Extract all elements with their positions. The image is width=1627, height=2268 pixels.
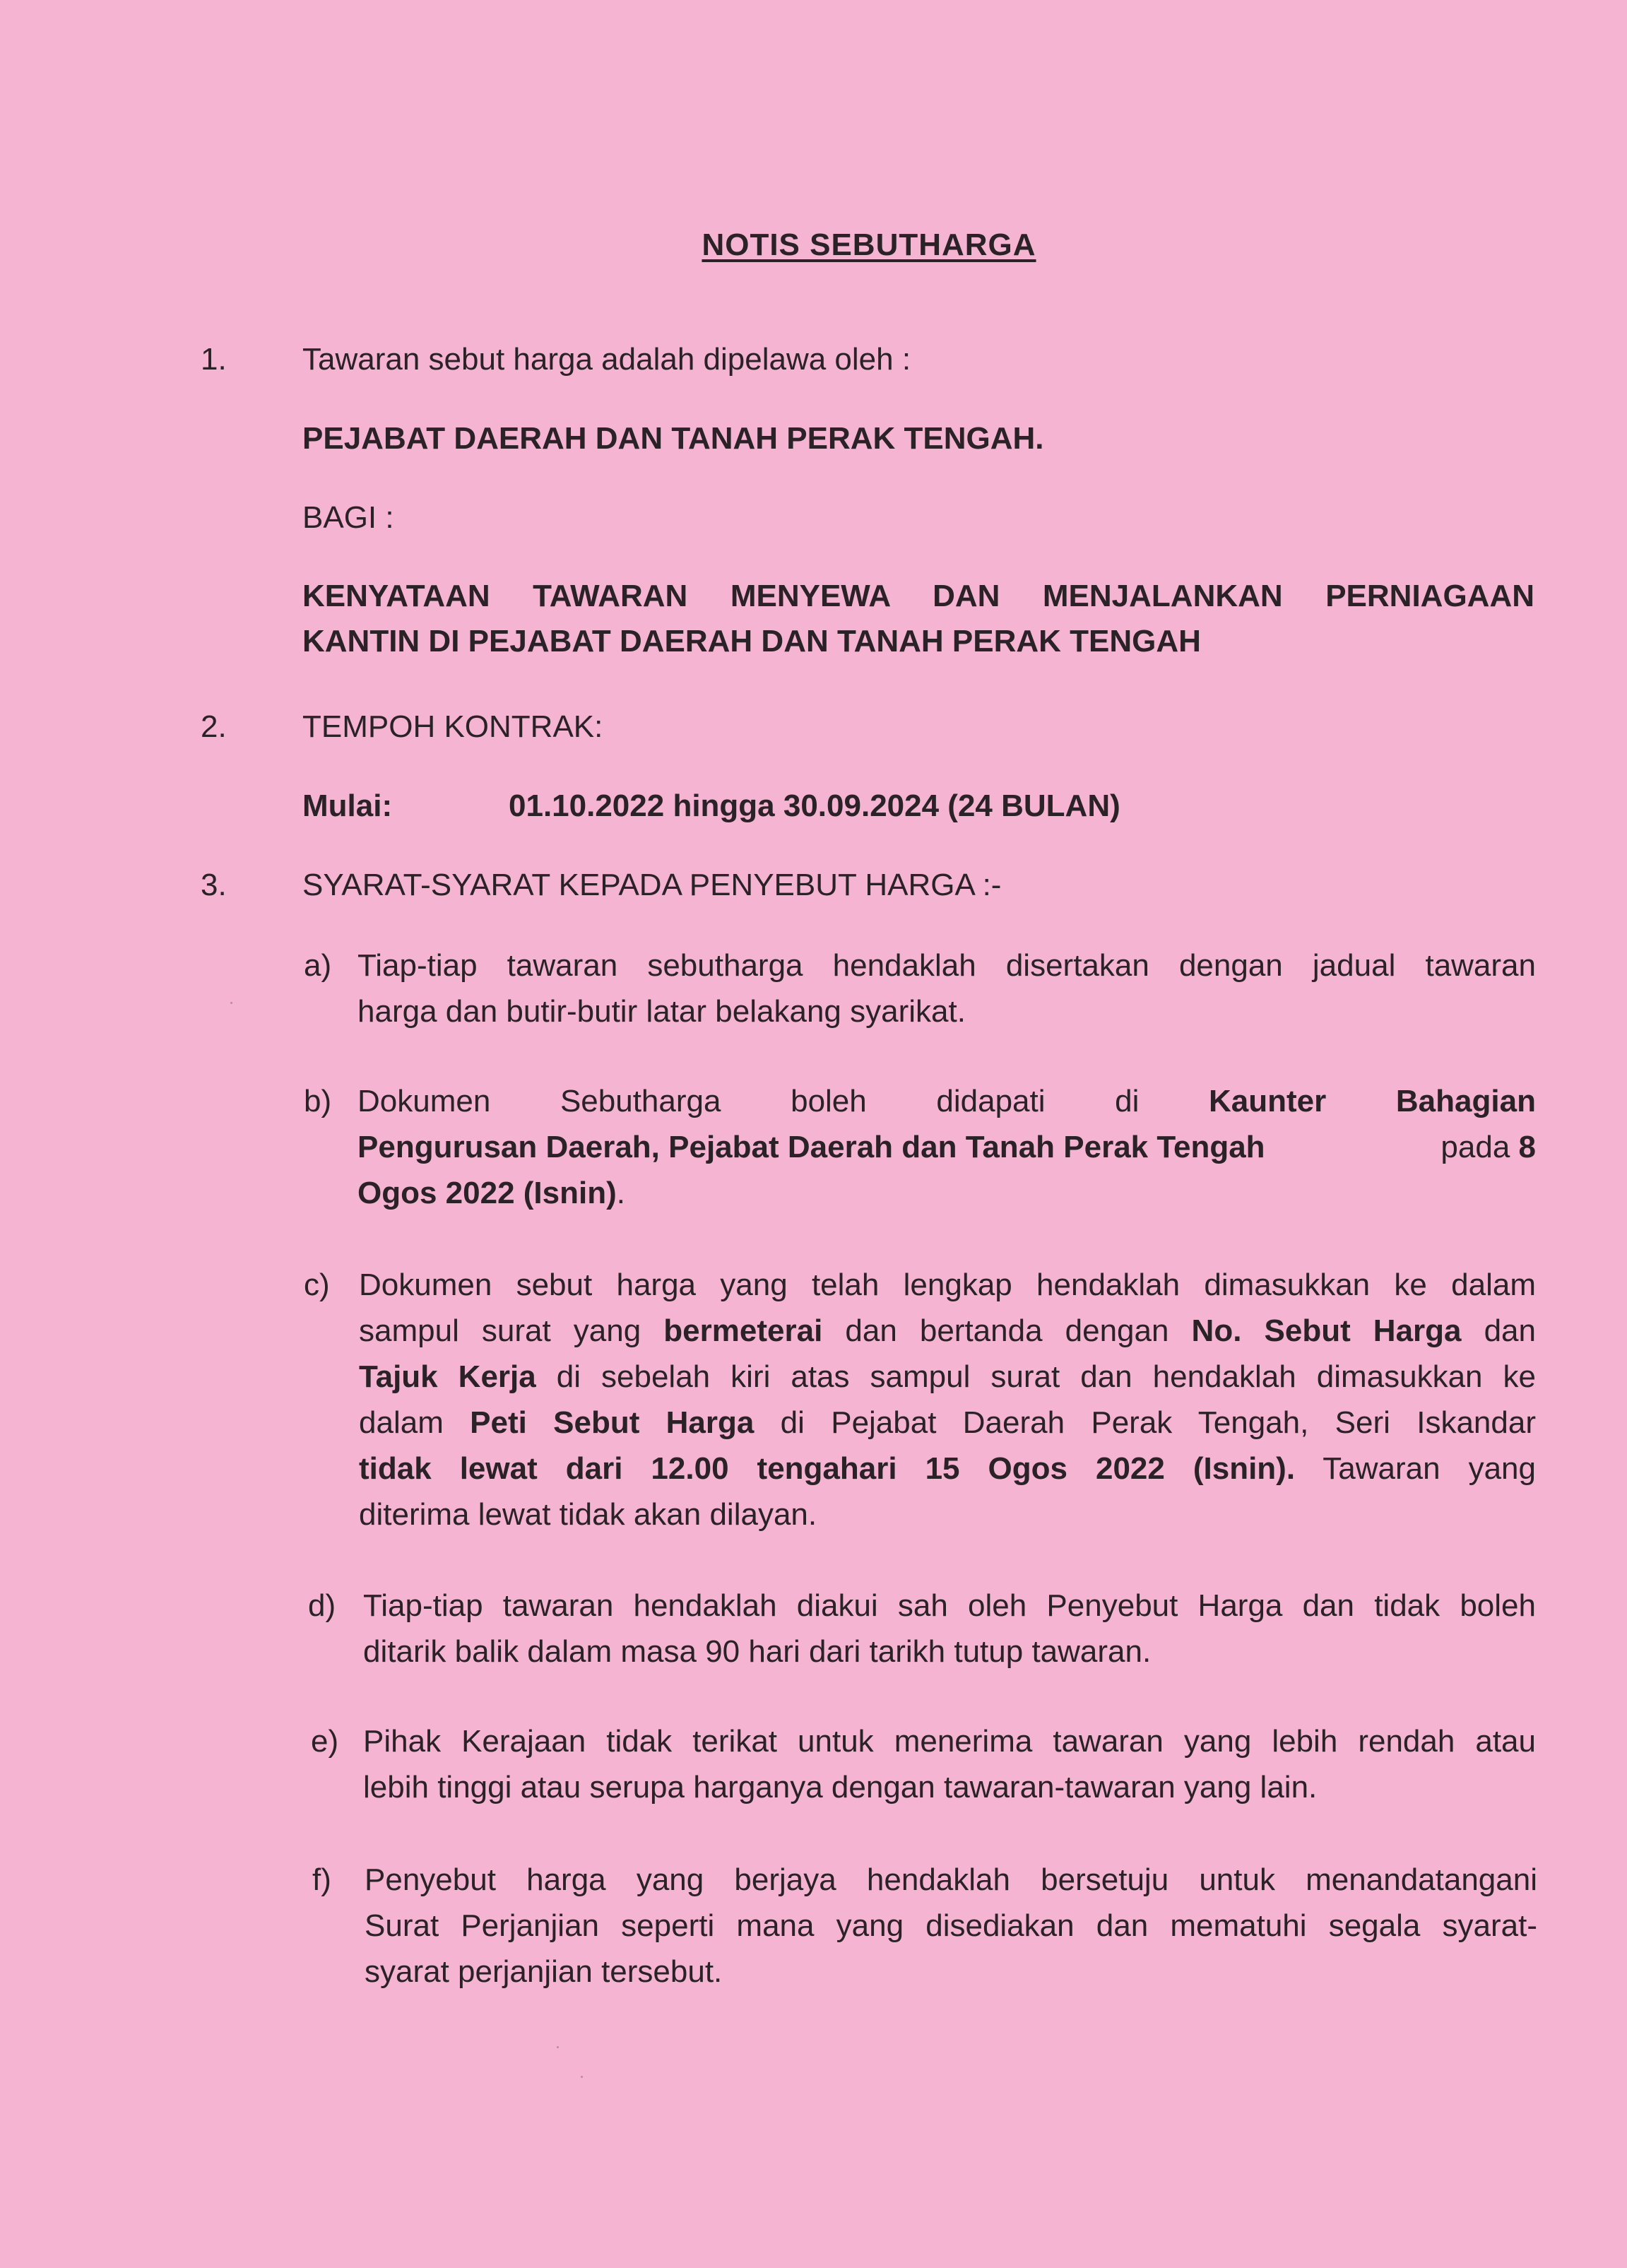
- page-title: NOTIS SEBUTHARGA: [702, 228, 1036, 262]
- condition-d-line-2: ditarik balik dalam masa 90 hari dari tarikh tutup tawaran.: [363, 1634, 1152, 1669]
- condition-f-letter: f): [312, 1862, 331, 1897]
- condition-c-text: dalam: [359, 1405, 471, 1440]
- tender-subject-line-1: KENYATAAN TAWARAN MENYEWA DAN MENJALANKAN PERNIAGAAN: [302, 579, 1534, 613]
- condition-f-line-2: Surat Perjanjian seperti mana yang disediakan dan mematuhi segala syarat-: [365, 1908, 1537, 1943]
- condition-b-letter: b): [304, 1084, 332, 1118]
- condition-b-line-1: [357, 1078, 1536, 1124]
- condition-b-word: boleh: [791, 1084, 867, 1118]
- condition-d-line-1: Tiap-tiap tawaran hendaklah diakui sah oleh Penyebut Harga dan tidak boleh: [363, 1588, 1536, 1623]
- condition-b-word: Bahagian: [1395, 1084, 1536, 1118]
- tender-subject: [302, 574, 1534, 664]
- condition-c-text: sampul surat yang: [359, 1313, 664, 1348]
- condition-b-line-3: [357, 1170, 1536, 1216]
- condition-d-letter: d): [308, 1588, 336, 1623]
- condition-b-word: Dokumen: [357, 1084, 491, 1118]
- condition-c-line-6: diterima lewat tidak akan dilayan.: [359, 1497, 817, 1532]
- condition-a-line-2: harga dan butir-butir latar belakang syarikat.: [357, 994, 966, 1029]
- start-label: Mulai:: [302, 789, 393, 823]
- condition-c-text: dan bertanda dengan: [822, 1313, 1192, 1348]
- submission-deadline: tidak lewat dari 12.00 tengahari 15 Ogos 2022 (Isnin).: [359, 1451, 1296, 1486]
- conditions-heading: SYARAT-SYARAT KEPADA PENYEBUT HARGA :-: [302, 868, 1002, 902]
- condition-c-text: Tawaran yang: [1295, 1451, 1536, 1486]
- condition-c-bold: No. Sebut Harga: [1191, 1313, 1462, 1348]
- condition-e-letter: e): [311, 1724, 339, 1759]
- condition-c-text: di Pejabat Daerah Perak Tengah, Seri Iskandar: [754, 1405, 1536, 1440]
- paper-speck: [230, 1002, 232, 1004]
- section-1-number: 1.: [201, 342, 227, 377]
- section-1-intro: Tawaran sebut harga adalah dipelawa oleh :: [302, 342, 911, 377]
- condition-e-line-1: Pihak Kerajaan tidak terikat untuk menerima tawaran yang lebih rendah atau: [363, 1724, 1536, 1759]
- condition-c-line-2: [359, 1308, 1536, 1354]
- condition-c-bold: bermeterai: [663, 1313, 823, 1348]
- condition-c-text: dan: [1461, 1313, 1536, 1348]
- condition-b-word: didapati: [936, 1084, 1046, 1118]
- bagi-label: BAGI :: [302, 500, 394, 535]
- document-date: Ogos 2022 (Isnin): [357, 1176, 617, 1210]
- condition-a-line-1: Tiap-tiap tawaran sebutharga hendaklah disertakan dengan jadual tawaran: [357, 948, 1536, 983]
- section-3-number: 3.: [201, 868, 227, 902]
- condition-c-line-5: [359, 1446, 1536, 1492]
- condition-e-line-2: lebih tinggi atau serupa harganya dengan tawaran-tawaran yang lain.: [363, 1770, 1318, 1805]
- paper-speck: [581, 2076, 583, 2078]
- condition-b-word: Sebutharga: [560, 1084, 721, 1118]
- condition-c-text: di sebelah kiri atas sampul surat dan hendaklah dimasukkan ke: [536, 1359, 1536, 1394]
- condition-b-line-2: [357, 1124, 1536, 1170]
- tender-subject-line-2: KANTIN DI PEJABAT DAERAH DAN TANAH PERAK TENGAH: [302, 624, 1201, 658]
- issuing-office: PEJABAT DAERAH DAN TANAH PERAK TENGAH.: [302, 421, 1044, 456]
- condition-b-word: Kaunter: [1209, 1084, 1327, 1118]
- contract-period-heading: TEMPOH KONTRAK:: [302, 709, 603, 744]
- document-date-day: 8: [1518, 1130, 1536, 1164]
- condition-f-line-1: Penyebut harga yang berjaya hendaklah bersetuju untuk menandatangani: [365, 1862, 1537, 1897]
- contract-period-value: 01.10.2022 hingga 30.09.2024 (24 BULAN): [509, 789, 1120, 823]
- condition-c-bold: Tajuk Kerja: [359, 1359, 536, 1394]
- condition-f-line-3: syarat perjanjian tersebut.: [365, 1954, 723, 1989]
- condition-b-text: pada: [1440, 1130, 1519, 1164]
- condition-a-letter: a): [304, 948, 332, 983]
- condition-b-text: .: [616, 1176, 625, 1210]
- condition-b-word: di: [1115, 1084, 1140, 1118]
- condition-c-letter: c): [304, 1268, 330, 1302]
- paper-speck: [557, 2046, 559, 2048]
- condition-c-line-3: [359, 1354, 1536, 1400]
- section-2-number: 2.: [201, 709, 227, 744]
- counter-location: Pengurusan Daerah, Pejabat Daerah dan Tanah Perak Tengah: [357, 1130, 1265, 1164]
- condition-c-line-1: Dokumen sebut harga yang telah lengkap hendaklah dimasukkan ke dalam: [359, 1268, 1536, 1302]
- condition-c-line-4: [359, 1400, 1536, 1446]
- condition-c-bold: Peti Sebut Harga: [470, 1405, 755, 1440]
